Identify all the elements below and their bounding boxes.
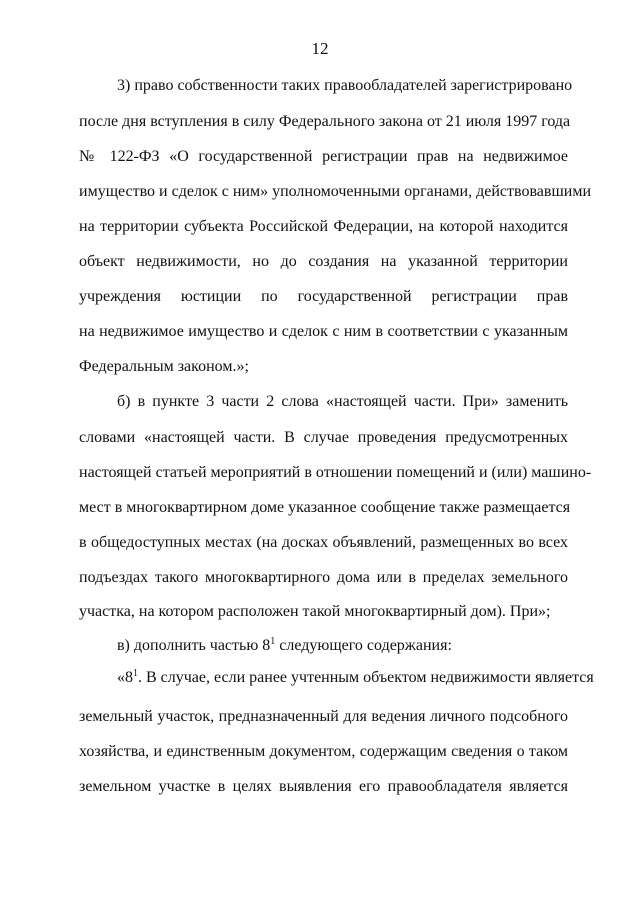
- paragraph-b-line-5: в общедоступных местах (на досках объявлений, размещенных во всех: [79, 534, 568, 551]
- paragraph-b-line-3: настоящей статьей мероприятий в отношении помещений и (или) машино-: [79, 464, 592, 481]
- paragraph-b-line-4: мест в многоквартирном доме указанное сообщение также размещается: [79, 499, 571, 516]
- paragraph-8-1-line-1: [117, 668, 594, 687]
- paragraph-8-1-text-after: . В случае, если ранее учтенным объектом недвижимости является: [138, 669, 594, 686]
- page-number: 12: [311, 39, 329, 58]
- paragraph-3-line-8: на недвижимое имущество и сделок с ним в соответствии с указанным: [79, 323, 568, 340]
- paragraph-b-line-1: б) в пункте 3 части 2 слова «настоящей части. При» заменить: [117, 393, 568, 410]
- paragraph-v-text-after: следующего содержания:: [275, 637, 452, 654]
- paragraph-b-line-6: подъездах такого многоквартирного дома или в пределах земельного: [79, 569, 568, 586]
- paragraph-8-1-line-2: земельный участок, предназначенный для ведения личного подсобного: [79, 708, 568, 725]
- paragraph-8-1-line-4: земельном участке в целях выявления его правообладателя является: [79, 778, 568, 795]
- paragraph-3-line-4: имущество и сделок с ним» уполномоченными органами, действовавшими: [79, 183, 592, 200]
- paragraph-v-text-before: в) дополнить частью 8: [117, 637, 271, 654]
- paragraph-8-1-text-before: «8: [117, 669, 133, 686]
- paragraph-8-1-superscript: 1: [133, 668, 138, 679]
- paragraph-3-line-1: 3) право собственности таких правообладателей зарегистрировано: [117, 77, 573, 94]
- paragraph-3-line-7: учреждения юстиции по государственной регистрации прав: [79, 288, 568, 305]
- paragraph-v-superscript: 1: [270, 636, 276, 647]
- paragraph-3-line-5: на территории субъекта Российской Федерации, на которой находится: [79, 218, 568, 235]
- paragraph-3-line-2: после дня вступления в силу Федерального закона от 21 июля 1997 года: [79, 113, 571, 130]
- paragraph-v-line-1: [117, 637, 568, 655]
- paragraph-3-line-3: № 122-ФЗ «О государственной регистрации прав на недвижимое: [79, 148, 568, 165]
- paragraph-8-1-line-3: хозяйства, и единственным документом, содержащим сведения о таком: [79, 743, 568, 760]
- paragraph-3-line-9: Федеральным законом.»;: [79, 358, 249, 375]
- paragraph-3-line-6: объект недвижимости, но до создания на указанной территории: [79, 253, 568, 270]
- paragraph-b-line-7: участка, на котором расположен такой многоквартирный дом). При»;: [79, 603, 551, 620]
- paragraph-b-line-2: словами «настоящей части. В случае проведения предусмотренных: [79, 429, 568, 446]
